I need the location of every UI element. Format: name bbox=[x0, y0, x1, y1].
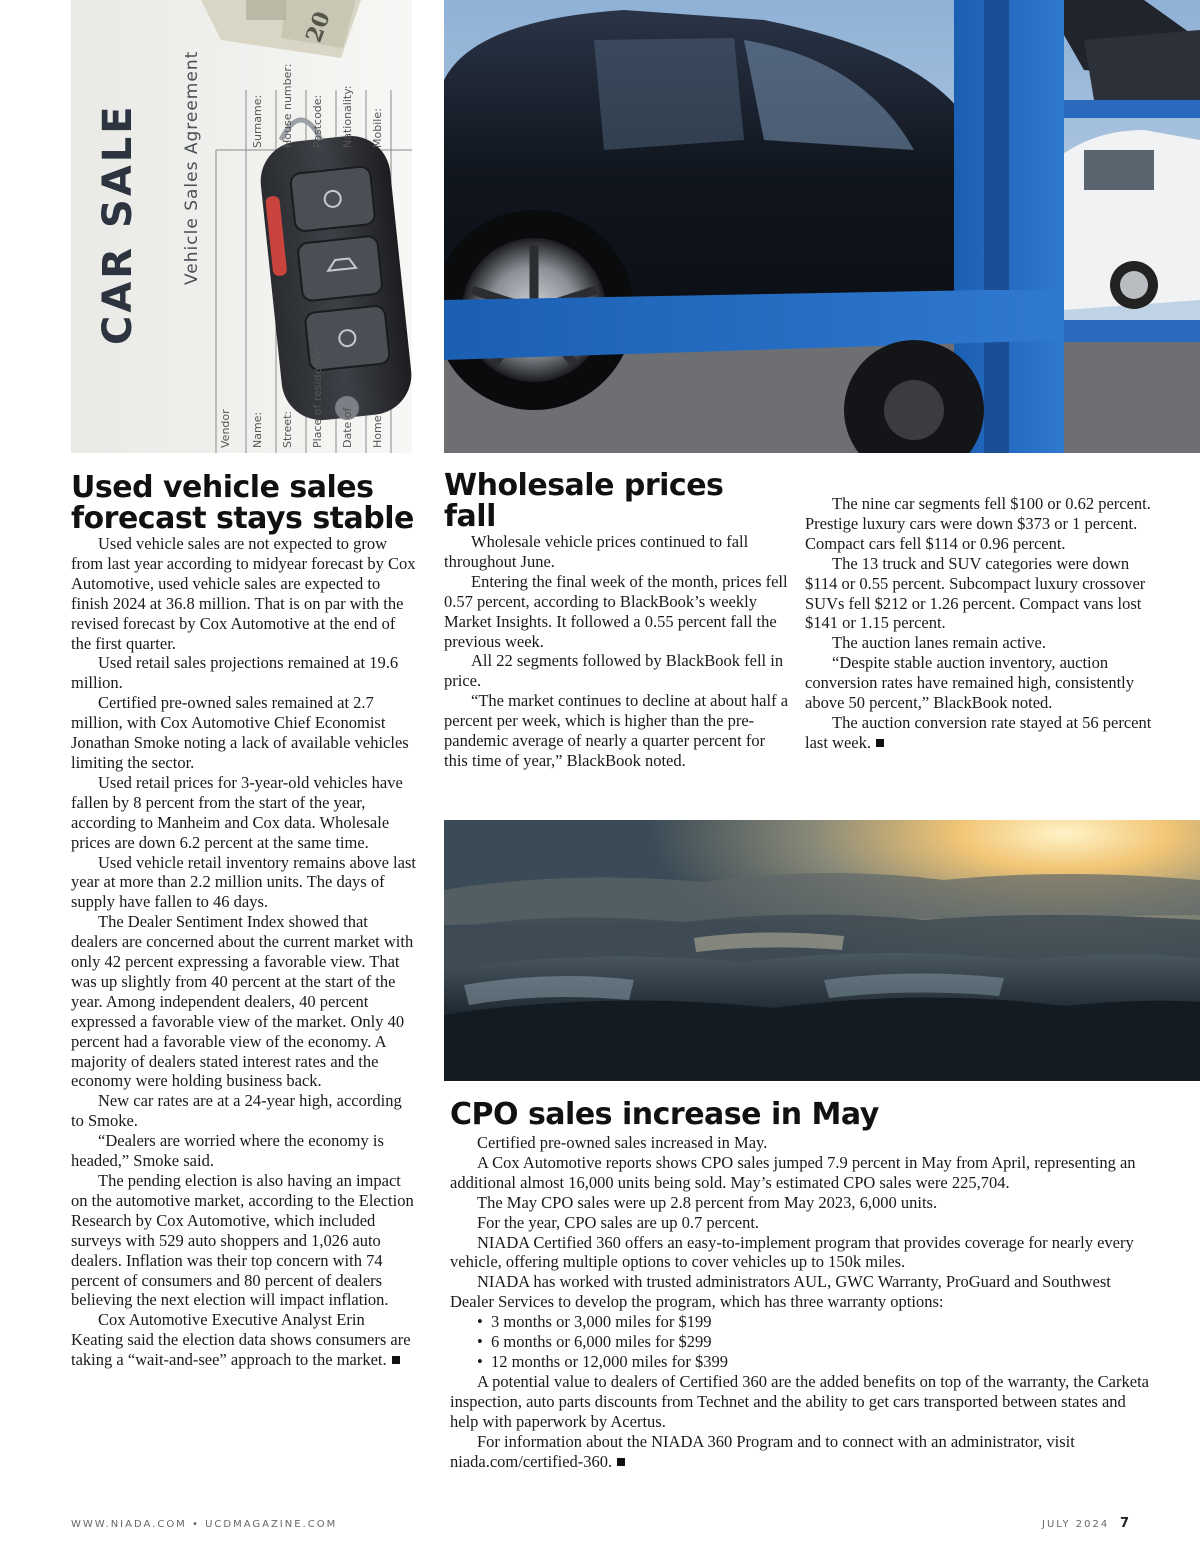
warranty-option: • 3 months or 3,000 miles for $199 bbox=[477, 1312, 1150, 1332]
money-bill-text: 20 bbox=[300, 8, 336, 46]
article2-paragraph: The 13 truck and SUV categories were down $114 or 0.55 percent. Subcompact luxury crossover SUVs fell $212 or 1.26 percent. Compact vans lost $141 or 1.15 percent. bbox=[805, 553, 1146, 633]
article2-paragraph: Entering the final week of the month, prices fell 0.57 percent, according to BlackBook’s weekly Market Insights. It followed a 0.55 percent fall the previous week. bbox=[444, 571, 788, 651]
article1-paragraph: The pending election is also having an impact on the automotive market, according to the Election Research by Cox Automotive, which included surveys with 529 auto shoppers and 1,026 auto dealers. Inflation was their top concern with 74 percent of consumers and 80 percent of dealers believing the next election will impact inflation. bbox=[71, 1171, 414, 1310]
article2-paragraph: The auction lanes remain active. bbox=[832, 633, 1046, 653]
article1-paragraph: Certified pre-owned sales remained at 2.7 million, with Cox Automotive Chief Economist Jonathan Smoke noting a lack of available vehicles limiting the sector. bbox=[71, 693, 409, 772]
article3-body bbox=[450, 1133, 1150, 1471]
end-of-article-mark bbox=[392, 1356, 400, 1364]
article1-body bbox=[71, 534, 416, 1370]
article1-headline: Used vehicle sales forecast stays stable bbox=[71, 470, 414, 536]
car-sale-field-vendor: Vendor bbox=[219, 409, 232, 448]
end-of-article-mark bbox=[876, 739, 884, 747]
car-sale-brand: CAR SALE bbox=[95, 103, 141, 345]
article1-paragraph: The Dealer Sentiment Index showed that dealers are concerned about the current market with only 42 percent expressing a favorable view. That was up slightly from 40 percent at the start of the year. Among independent dealers, 40 percent expressed a favorable view of the market. Only 40 percent had a favorable view of the economy. A majority of dealers stated interest rates and the economy were holding business back. bbox=[71, 912, 414, 1091]
car-sale-field-postcode: Postcode: bbox=[311, 94, 324, 148]
article1-paragraph-text: Cox Automotive Executive Analyst Erin Keating said the election data shows consumers are taking a “wait-and-see” approach to the market. bbox=[71, 1310, 411, 1370]
article1-paragraph: “Dealers are worried where the economy is headed,” Smoke said. bbox=[71, 1131, 384, 1171]
article2-paragraph: All 22 segments followed by BlackBook fell in price. bbox=[444, 651, 784, 691]
car-transporter-illustration bbox=[444, 0, 1200, 453]
article2-column2 bbox=[805, 494, 1155, 753]
car-sale-field-nationality: Nationality: bbox=[341, 85, 354, 148]
parking-lot-illustration bbox=[444, 820, 1200, 1081]
article3-paragraph: A Cox Automotive reports shows CPO sales jumped 7.9 percent in May from April, representing an additional almost 16,000 units being sold. May’s estimated CPO sales were 225,704. bbox=[450, 1152, 1136, 1192]
parking-lot-image bbox=[444, 820, 1200, 1081]
car-sale-field-name: Name: bbox=[251, 411, 264, 448]
article1-paragraph: Used retail sales projections remained at 19.6 million. bbox=[71, 653, 399, 693]
footer-website: WWW.NIADA.COM • UCDMAGAZINE.COM bbox=[71, 1519, 338, 1530]
car-sale-field-mobile: Mobile: bbox=[371, 108, 384, 148]
article1-paragraph: Used retail prices for 3-year-old vehicles have fallen by 8 percent from the start of the year, according to Manheim and Cox data. Wholesale prices are down 6.2 percent at the same time. bbox=[71, 772, 403, 852]
end-of-article-mark bbox=[617, 1458, 625, 1466]
article3-paragraph: Certified pre-owned sales increased in May. bbox=[477, 1133, 768, 1152]
article1-paragraph: Used vehicle sales are not expected to grow from last year according to midyear forecast by Cox Automotive, used vehicle sales are expected to finish 2024 at 36.8 million. That is on par with the revised forecast by Cox Automotive at the end of the first quarter. bbox=[71, 534, 416, 653]
warranty-option: • 6 months or 6,000 miles for $299 bbox=[477, 1332, 1150, 1352]
article3-paragraph: NIADA Certified 360 offers an easy-to-implement program that provides coverage for nearly every vehicle, offering multiple options to cover vehicles up to 150k miles. bbox=[450, 1232, 1134, 1272]
article3-headline: CPO sales increase in May bbox=[450, 1097, 879, 1132]
article2-last-paragraph bbox=[805, 713, 1155, 753]
car-sale-form-title: Vehicle Sales Agreement bbox=[182, 50, 202, 285]
article1-paragraph: New car rates are at a 24-year high, according to Smoke. bbox=[71, 1091, 402, 1131]
article2-paragraph-text: The auction conversion rate stayed at 56 percent last week. bbox=[805, 712, 1152, 752]
warranty-options-list bbox=[450, 1312, 1150, 1372]
article2-paragraph: The nine car segments fell $100 or 0.62 percent. Prestige luxury cars were down $373 or 1 percent. Compact cars fell $114 or 0.96 percent. bbox=[805, 494, 1151, 553]
car-sale-field-house-number: House number: bbox=[281, 63, 294, 148]
article3-paragraph: A potential value to dealers of Certified 360 are the added benefits on top of the warranty, the Carketa inspection, auto parts discounts from Technet and the ability to get cars transported between states and help with paperwork by Acertus. bbox=[450, 1371, 1149, 1431]
article2-headline: Wholesale prices fall bbox=[444, 468, 724, 534]
article2-paragraph: “The market continues to decline at about half a percent per week, which is higher than the pre-pandemic average of nearly a quarter percent for this time of year,” BlackBook noted. bbox=[444, 691, 789, 770]
article3-last-paragraph bbox=[450, 1432, 1150, 1472]
article3-paragraph-text: For information about the NIADA 360 Program and to connect with an administrator, visit niada.com/certified-360. bbox=[450, 1431, 1075, 1471]
car-sale-field-home: Home bbox=[371, 415, 384, 448]
car-sale-field-residence: Place of residence: bbox=[311, 344, 324, 448]
car-sale-image bbox=[71, 0, 412, 453]
article3-paragraph: The May CPO sales were up 2.8 percent from May 2023, 6,000 units. bbox=[477, 1192, 938, 1212]
article1-paragraph: Used vehicle retail inventory remains above last year at more than 2.2 million units. The days of supply have fallen to 46 days. bbox=[71, 852, 416, 912]
article2-paragraph: Wholesale vehicle prices continued to fall throughout June. bbox=[444, 532, 749, 571]
article3-paragraph: NIADA has worked with trusted administrators AUL, GWC Warranty, ProGuard and Southwest Dealer Services to develop the program, which has three warranty options: bbox=[450, 1272, 1111, 1312]
article1-last-paragraph bbox=[71, 1310, 416, 1370]
car-sale-field-date: Date of bbox=[341, 407, 354, 448]
car-sale-field-surname: Surname: bbox=[251, 94, 264, 148]
page-number: 7 bbox=[1120, 1516, 1130, 1531]
warranty-option: • 12 months or 12,000 miles for $399 bbox=[477, 1352, 1150, 1372]
footer-issue-date: JULY 2024 bbox=[1042, 1519, 1110, 1530]
car-transporter-image bbox=[444, 0, 1200, 453]
article2-paragraph: “Despite stable auction inventory, auction conversion rates have remained high, consistently above 50 percent,” BlackBook noted. bbox=[805, 653, 1134, 713]
article2-column1 bbox=[444, 532, 789, 771]
car-sale-field-street: Street: bbox=[281, 410, 294, 448]
article3-paragraph: For the year, CPO sales are up 0.7 percent. bbox=[477, 1212, 760, 1232]
